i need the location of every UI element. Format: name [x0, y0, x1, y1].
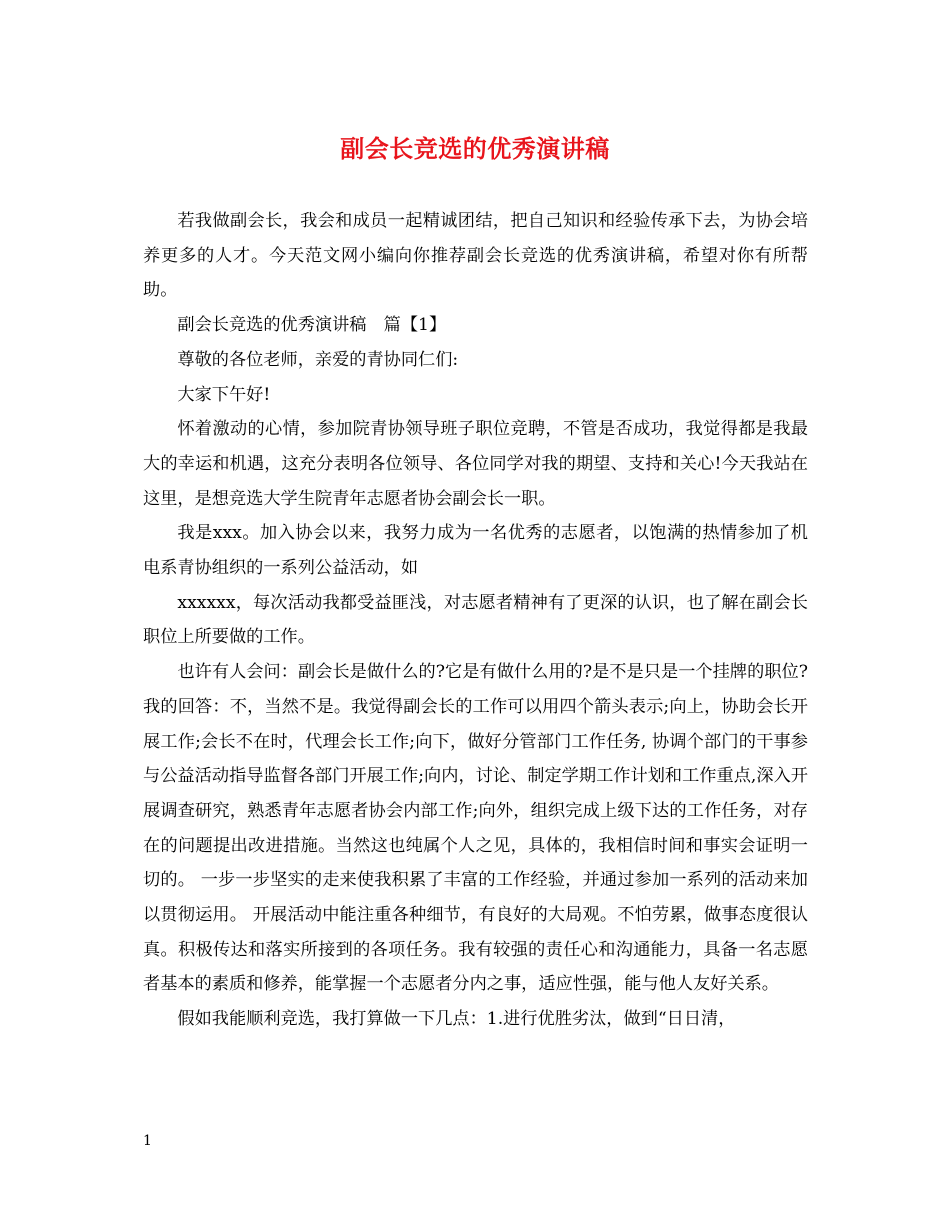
paragraph-intro: 若我做副会长，我会和成员一起精诚团结，把自己知识和经验传承下去，为协会培养更多的人才。今天范文网小编向你推荐副会长竞选的优秀演讲稿，希望对你有所帮助。: [143, 211, 808, 301]
document-title: 副会长竞选的优秀演讲稿: [340, 134, 610, 163]
paragraph-greeting: 大家下午好!: [177, 384, 271, 405]
paragraph-introduction: 我是xxx。加入协会以来，我努力成为一名优秀的志愿者，以饱满的热情参加了机电系青协组织的一系列公益活动，如: [143, 523, 808, 579]
paragraph-motivation: 怀着激动的心情，参加院青协领导班子职位竞聘，不管是否成功，我觉得都是我最大的幸运和机遇，这充分表明各位领导、各位同学对我的期望、支持和关心!今天我站在这里，是想竞选大学生院青年志愿者协会副会长一职。: [143, 419, 808, 509]
paragraph-salutation: 尊敬的各位老师，亲爱的青协同仁们:: [177, 349, 459, 370]
document-body: [143, 204, 808, 1037]
paragraph-plan: 假如我能顺利竞选，我打算做一下几点：1.进行优胜劣汰，做到“日日清，: [177, 1009, 736, 1030]
paragraph-activities: xxxxxx，每次活动我都受益匪浅，对志愿者精神有了更深的认识，也了解在副会长职位上所要做的工作。: [143, 592, 808, 648]
paragraph-section-heading: 副会长竞选的优秀演讲稿 篇【1】: [177, 315, 447, 336]
paragraph-role-description: 也许有人会问：副会长是做什么的?它是有做什么用的?是不是只是一个挂牌的职位?我的回答：不，当然不是。我觉得副会长的工作可以用四个箭头表示;向上，协助会长开展工作;会长不在时，代理会长工作;向下，做好分管部门工作任务, 协调个部门的干事参与公益活动指导监督各部门开展工作;向内，讨论、制定学期工作计划和工作重点,深入开展调查研究，熟悉青年志愿者协会内部工作;向外，组织完成上级下达的工作任务，对存在的问题提出改进措施。当然这也纯属个人之见，具体的，我相信时间和事实会证明一切的。 一步一步坚实的走来使我积累了丰富的工作经验，并通过参加一系列的活动来加以贯彻运用。 开展活动中能注重各种细节，有良好的大局观。不怕劳累，做事态度很认真。积极传达和落实所接到的各项任务。我有较强的责任心和沟通能力，具备一名志愿者基本的素质和修养，能掌握一个志愿者分内之事，适应性强，能与他人友好关系。: [143, 662, 808, 995]
page-number: 1: [143, 1133, 152, 1149]
